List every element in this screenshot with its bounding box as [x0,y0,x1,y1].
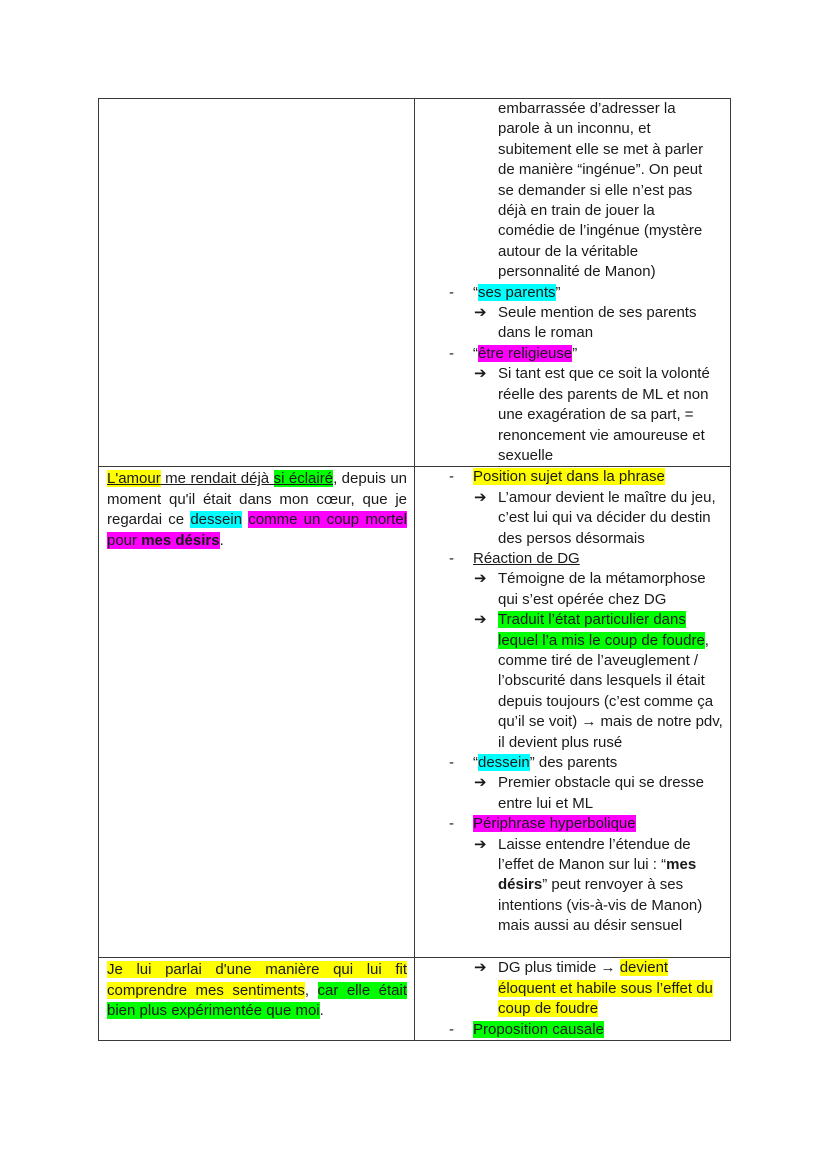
quote-text [99,467,414,551]
arrow-item [415,569,730,610]
text-line: personnalité de Manon) [498,263,656,281]
arrow-item [415,364,730,466]
continuation-text [415,99,730,283]
arrow-text: Témoigne de la métamorphose qui s’est opérée chez DG [498,570,706,608]
arrow-text: Laisse entendre l’étendue de l’effet de Manon sur lui : “ [498,835,691,874]
bullet-item [415,753,730,773]
dash-bullet-icon: - [449,468,454,486]
quote-text [99,958,414,1021]
bold-term: mes désirs [141,531,220,549]
dash-bullet-icon: - [449,549,454,567]
arrow-item [415,488,730,549]
quote-mark: “ [473,754,478,771]
quote-cell [99,958,415,1041]
arrow-item [415,835,730,937]
quote-cell [99,467,415,958]
arrow-text: Si tant est que ce soit la volonté réelle des parents de ML et non une exagération de sa part, = renoncement vie amoureuse et sexuelle [498,365,710,464]
dash-bullet-icon: - [449,754,454,771]
text-segment: me rendait déjà [160,470,274,488]
bold-term: mes désirs [498,856,697,894]
arrow-item [415,958,730,1019]
arrow-text: DG plus timide → [498,959,620,977]
text-segment: ” des parents [529,754,618,771]
highlighted-term: L'amour [107,470,161,488]
text-line: de manière “ingénue”. On peut [498,161,703,179]
highlighted-term: Traduit l’état particulier dans lequel l’a mis le coup de foudre [498,611,705,649]
highlighted-term: Périphrase hyperbolique [473,815,636,833]
arrow-text: Seule mention de ses parents dans le roman [498,304,697,342]
bullet-item [415,814,730,834]
analysis-table [98,98,731,1041]
arrow-right-icon: ➔ [474,774,487,792]
arrow-right-icon: ➔ [474,570,487,588]
table-row [99,958,731,1041]
text-segment: comme un coup mortel pour [107,511,407,549]
highlighted-term: Je lui parlai d'une manière qui lui fit comprendre mes sentiments [107,961,407,999]
text-segment: . [319,1002,324,1020]
analysis-cell [415,99,731,467]
dash-bullet-icon: - [449,283,454,301]
quote-mark: “ [473,344,478,362]
arrow-right-icon: ➔ [474,365,487,383]
highlighted-term: car elle était bien plus expérimentée que moi [107,981,408,1020]
arrow-right-icon: ➔ [474,959,487,977]
highlighted-term: si éclairé [273,470,334,488]
arrow-right-icon: ➔ [474,488,487,506]
text-segment: , [304,981,318,999]
text-segment: , depuis un moment qu'il était dans mon cœur, que je regardai ce [107,470,408,529]
text-line: se demander si elle n’est pas [498,181,693,199]
table-row [99,467,731,958]
bullet-item [415,1020,730,1040]
underlined-term: Réaction de DG [473,549,580,567]
analysis-cell [415,958,731,1041]
text-line: autour de la véritable [498,242,639,260]
bullet-item [415,344,730,364]
highlighted-term: dessein [190,511,243,529]
dash-bullet-icon: - [449,344,454,362]
bullet-item [415,549,730,569]
text-line: déjà en train de jouer la [498,202,655,220]
text-segment: . [219,531,224,549]
quote-cell [99,99,415,467]
arrow-item [415,773,730,814]
text-line: subitement elle se met à parler [498,140,704,158]
bullet-item [415,467,730,487]
highlighted-term: Proposition causale [473,1020,604,1038]
arrow-text: ” peut renvoyer à ses intentions (vis-à-vis de Manon) mais aussi au désir sensuel [498,876,703,935]
analysis-cell [415,467,731,958]
quote-mark: ” [572,344,578,362]
arrow-right-icon: ➔ [474,835,487,853]
text-line: comédie de l’ingénue (mystère [498,222,703,240]
dash-bullet-icon: - [449,1020,454,1038]
arrow-item [415,303,730,344]
bullet-item [415,283,730,303]
highlighted-term: être religieuse [478,344,573,362]
underlined-phrase [107,470,333,487]
arrow-right-icon: ➔ [474,611,487,629]
arrow-text: Premier obstacle qui se dresse entre lui et ML [498,774,704,812]
quote-mark: “ [473,283,478,301]
arrow-right-icon: ➔ [474,304,487,322]
highlighted-term: Position sujet dans la phrase [473,468,665,486]
arrow-text: L’amour devient le maître du jeu, c’est lui qui va décider du destin des persos désormais [498,488,716,547]
dash-bullet-icon: - [449,815,454,833]
highlighted-term: ses parents [478,283,556,301]
highlighted-term: dessein [478,754,530,771]
text-line: embarrassée d’adresser la [498,100,676,117]
arrow-item [415,610,730,753]
quote-mark: ” [555,283,561,301]
text-line: parole à un inconnu, et [498,120,651,138]
arrow-text: , comme tiré de l’aveuglement / l’obscurité dans lesquels il était depuis toujours (c’est comme ça qu’il se voit) → mais de notre pdv, il devient plus rusé [498,631,723,751]
table-row [99,99,731,467]
highlighted-term: devient éloquent et habile sous l’effet du coup de foudre [498,959,713,1018]
